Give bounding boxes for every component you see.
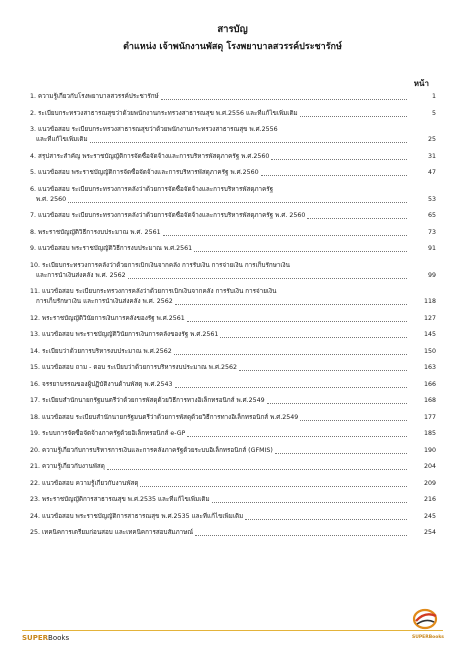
toc-page-number: 185 <box>423 430 436 437</box>
toc-page-number: 1 <box>431 93 436 100</box>
toc-entry <box>30 446 436 456</box>
toc-entry-title: 18. แนวข้อสอบ ระเบียบสำนักนายกรัฐมนตรีว่าด้วยการพัสดุด้วยวิธีการทางอิเล็กทรอนิกส์ พ.ศ.2549 <box>30 413 299 421</box>
toc-entry-title: 8. พระราชบัญญัติวิธีการงบประมาณ พ.ศ. 2561 <box>30 228 161 236</box>
toc-dot-leader <box>187 436 407 437</box>
footer-divider <box>22 630 443 631</box>
toc-dot-leader <box>68 202 407 203</box>
toc-entry-title: 15. แนวข้อสอบ ถาม - ตอบ ระเบียบว่าด้วยการบริหารงบประมาณ พ.ศ.2562 <box>30 364 237 371</box>
toc-page-number: 31 <box>427 152 436 160</box>
footer-brand-part2: Books <box>48 634 70 642</box>
toc-dot-leader <box>90 142 407 143</box>
toc-entry <box>30 363 436 373</box>
toc-page-number: 65 <box>427 212 436 219</box>
toc-entry-title: 19. ระบบการจัดซื้อจัดจ้างภาครัฐด้วยอิเล็กทรอนิกส์ e-GP <box>30 430 186 437</box>
toc-page-number: 204 <box>423 463 436 470</box>
toc-entry-title: และที่แก้ไขเพิ่มเติม <box>36 136 88 143</box>
toc-entry <box>30 380 436 390</box>
page-column-header: หน้า <box>413 79 429 88</box>
toc-entry-title: 9. แนวข้อสอบ พระราชบัญญัติวิธีการงบประมาณ พ.ศ.2561 <box>30 245 193 252</box>
toc-page-number: 5 <box>431 109 436 117</box>
toc-entry <box>30 512 436 522</box>
toc-entry <box>30 109 436 119</box>
toc-page-number: 145 <box>423 331 436 338</box>
toc-entry <box>30 261 436 281</box>
toc-page-number: 177 <box>423 413 436 421</box>
toc-entry-title: 10. ระเบียบกระทรวงการคลังว่าด้วยการเบิกเงินจากคลัง การรับเงิน การจ่ายเงิน การเก็บรักษาเงิน <box>30 261 290 269</box>
toc-entry <box>30 413 436 423</box>
toc-entry-title: 17. ระเบียบสำนักนายกรัฐมนตรีว่าด้วยการพัสดุด้วยวิธีการทางอิเล็กทรอนิกส์ พ.ศ.2549 <box>30 397 265 404</box>
toc-page-number: 190 <box>423 446 436 454</box>
toc-entry-title: 6. แนวข้อสอบ ระเบียบกระทรวงการคลังว่าด้วยการจัดซื้อจัดจ้างและการบริหารพัสดุภาครัฐ <box>30 185 274 193</box>
toc-entry-title: 1. ความรู้เกี่ยวกับโรงพยาบาลสวรรค์ประชารักษ์ <box>30 93 159 100</box>
toc-dot-leader <box>195 535 407 536</box>
toc-entry <box>30 168 436 178</box>
toc-entry-title: 11. แนวข้อสอบ ระเบียบกระทรวงการคลังว่าด้วยการเบิกเงินจากคลัง การรับเงิน การจ่ายเงิน <box>30 288 277 295</box>
toc-dot-leader <box>187 321 407 322</box>
toc-entry-title: 24. แนวข้อสอบ พระราชบัญญัติการสาธารณสุข พ.ศ.2535 และที่แก้ไขเพิ่มเติม <box>30 512 244 520</box>
toc-page-number: 53 <box>427 195 436 203</box>
toc-entry <box>30 244 436 254</box>
footer-brand-part1: SUPER <box>22 634 49 642</box>
toc-page-number: 254 <box>423 529 436 536</box>
toc-page-number: 127 <box>423 314 436 322</box>
toc-page-number: 216 <box>423 496 436 503</box>
toc-entry <box>30 287 436 307</box>
toc-page-number: 47 <box>427 169 436 176</box>
toc-entry-title: 22. แนวข้อสอบ ความรู้เกี่ยวกับงานพัสดุ <box>30 479 139 487</box>
toc-entry <box>30 185 436 205</box>
toc-dot-leader <box>307 218 407 219</box>
toc-entry-title: 12. พระราชบัญญัติวินัยการเงินการคลังของรัฐ พ.ศ.2561 <box>30 314 185 322</box>
toc-entry <box>30 396 436 406</box>
toc-entry-title: 3. แนวข้อสอบ ระเบียบกระทรวงสาธารณสุขว่าด้วยพนักงานกระทรวงสาธารณสุข พ.ศ.2556 <box>30 126 278 133</box>
toc-dot-leader <box>107 469 407 470</box>
toc-entry-title: 7. แนวข้อสอบ ระเบียบกระทรวงการคลังว่าด้วยการจัดซื้อจัดจ้างและการบริหารพัสดุภาครัฐ พ.ศ. 2560 <box>30 212 306 219</box>
superbooks-logo-icon <box>407 605 443 635</box>
toc-entry <box>30 211 436 221</box>
toc-page-number: 163 <box>423 364 436 371</box>
toc-page-number: 118 <box>423 298 436 305</box>
toc-dot-leader <box>174 354 407 355</box>
toc-dot-leader <box>300 116 407 117</box>
logo-wordmark: SUPERBooks <box>411 635 444 640</box>
toc-page-number: 209 <box>423 479 436 487</box>
toc-dot-leader <box>267 403 407 404</box>
toc-dot-leader <box>212 502 407 503</box>
toc-entry <box>30 528 436 538</box>
toc-entry <box>30 479 436 489</box>
toc-entry-title: 14. ระเบียบว่าด้วยการบริหารงบประมาณ พ.ศ.2562 <box>30 347 172 355</box>
page-title: สารบัญ <box>217 24 248 35</box>
toc-entry <box>30 462 436 472</box>
toc-entry-title: พ.ศ. 2560 <box>36 195 67 203</box>
toc-dot-leader <box>261 175 407 176</box>
toc-entry <box>30 228 436 238</box>
footer-brand <box>22 634 69 642</box>
toc-dot-leader <box>300 420 407 421</box>
toc-page-number: 168 <box>423 397 436 404</box>
toc-dot-leader <box>220 337 407 338</box>
toc-dot-leader <box>175 304 407 305</box>
toc-dot-leader <box>245 519 407 520</box>
toc-entry-title: 13. แนวข้อสอบ พระราชบัญญัติวินัยการเงินการคลังของรัฐ พ.ศ.2561 <box>30 331 219 338</box>
toc-dot-leader <box>194 251 407 252</box>
page-subtitle: ตำแหน่ง เจ้าพนักงานพัสดุ โรงพยาบาลสวรรค์ประชารักษ์ <box>123 42 342 52</box>
toc-dot-leader <box>140 486 407 487</box>
toc-page-number: 91 <box>427 245 436 252</box>
toc-page-number: 73 <box>427 228 436 236</box>
toc-entry <box>30 92 436 102</box>
toc-page-number: 25 <box>427 136 436 143</box>
toc-entry-title: 16. จรรยาบรรณของผู้ปฏิบัติงานด้านพัสดุ พ.ศ.2543 <box>30 380 173 388</box>
toc-entry-title: 4. สรุปสาระสำคัญ พระราชบัญญัติการจัดซื้อจัดจ้างและการบริหารพัสดุภาครัฐ พ.ศ.2560 <box>30 152 270 160</box>
toc-page-number: 166 <box>423 380 436 388</box>
toc-dot-leader <box>175 387 407 388</box>
toc-dot-leader <box>163 235 407 236</box>
toc-dot-leader <box>128 278 407 279</box>
toc-entry-title: 21. ความรู้เกี่ยวกับงานพัสดุ <box>30 463 105 470</box>
toc-entry <box>30 330 436 340</box>
toc-entry <box>30 429 436 439</box>
toc-page-number: 245 <box>423 512 436 520</box>
toc-entry-title: 2. ระเบียบกระทรวงสาธารณสุขว่าด้วยพนักงานกระทรวงสาธารณสุข พ.ศ.2556 และที่แก้ไขเพิ่มเติม <box>30 109 298 117</box>
toc-entry <box>30 347 436 357</box>
toc-entry-title: 23. พระราชบัญญัติการสาธารณสุข พ.ศ.2535 และที่แก้ไขเพิ่มเติม <box>30 496 210 503</box>
toc-entry <box>30 152 436 162</box>
toc-entry <box>30 495 436 505</box>
toc-dot-leader <box>239 370 407 371</box>
toc-entry-title: 5. แนวข้อสอบ พระราชบัญญัติการจัดซื้อจัดจ้างและการบริหารพัสดุภาครัฐ พ.ศ.2560 <box>30 169 259 176</box>
toc-entry-title: การเก็บรักษาเงิน และการนำเงินส่งคลัง พ.ศ. 2562 <box>36 298 173 305</box>
toc-spacer <box>30 538 436 545</box>
toc-entry <box>30 125 436 145</box>
toc-entry-title: และการนำเงินส่งคลัง พ.ศ. 2562 <box>36 271 126 279</box>
toc-entry-title: 25. เทคนิคการเตรียมก่อนสอบ และเทคนิคการสอบสัมภาษณ์ <box>30 529 194 536</box>
toc-dot-leader <box>161 99 407 100</box>
toc-page-number: 150 <box>423 347 436 355</box>
toc-dot-leader <box>275 453 407 454</box>
toc-dot-leader <box>271 159 407 160</box>
toc-page-number: 99 <box>427 271 436 279</box>
toc-entry <box>30 314 436 324</box>
table-of-contents <box>30 92 436 545</box>
toc-entry-title: 20. ความรู้เกี่ยวกับการบริหารการเงินและการคลังภาครัฐด้วยระบบอิเล็กทรอนิกส์ (GFMIS) <box>30 446 273 454</box>
